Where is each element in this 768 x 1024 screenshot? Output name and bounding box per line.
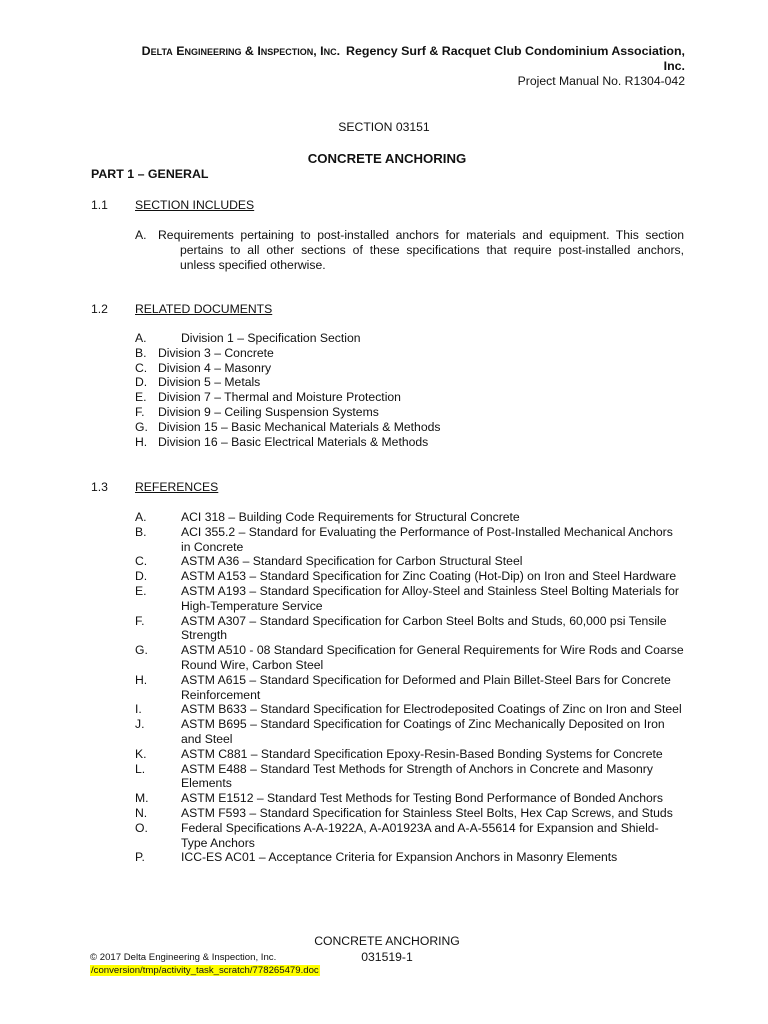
list-item: N. ASTM F593 – Standard Specification for Stainless Steel Bolts, Hex Cap Screws, and Studs bbox=[135, 805, 673, 820]
file-path-highlight: /conversion/tmp/activity_task_scratch/778265479.doc bbox=[91, 965, 319, 976]
section-title: CONCRETE ANCHORING bbox=[307, 151, 467, 166]
article-title: SECTION INCLUDES bbox=[135, 198, 255, 212]
list-item: L. ASTM E488 – Standard Test Methods for Strength of Anchors in Concrete and Masonry Elements bbox=[135, 761, 653, 791]
section-number: SECTION 03151 bbox=[338, 120, 430, 134]
list-item: H. ASTM A615 – Standard Specification for Deformed and Plain Billet-Steel Bars for Concrete Reinforcement bbox=[135, 672, 671, 702]
references-list bbox=[135, 510, 685, 865]
list-item: K. ASTM C881 – Standard Specification Epoxy-Resin-Based Bonding Systems for Concrete bbox=[135, 746, 663, 761]
list-item: F. ASTM A307 – Standard Specification for Carbon Steel Bolts and Studs, 60,000 psi Tensile Strength bbox=[135, 613, 667, 643]
list-item: A. ACI 318 – Building Code Requirements for Structural Concrete bbox=[135, 510, 520, 524]
list-item: G. ASTM A510 - 08 Standard Specification for General Requirements for Wire Rods and Coarse Round Wire, Carbon Steel bbox=[135, 643, 684, 672]
list-item: P. ICC-ES AC01 – Acceptance Criteria for Expansion Anchors in Masonry Elements bbox=[135, 850, 618, 865]
list-item: C. Division 4 – Masonry bbox=[135, 360, 272, 375]
footer-page-number: 031519-1 bbox=[361, 950, 413, 964]
list-item: E. Division 7 – Thermal and Moisture Protection bbox=[135, 390, 401, 405]
list-item: B. ACI 355.2 – Standard for Evaluating the Performance of Post-Installed Mechanical Anchors in Concrete bbox=[135, 524, 673, 554]
list-item: D. ASTM A153 – Standard Specification for Zinc Coating (Hot-Dip) on Iron and Steel Hardware bbox=[135, 569, 677, 584]
article-title: RELATED DOCUMENTS bbox=[135, 302, 273, 316]
article-number: 1.2 bbox=[91, 302, 108, 316]
company-name: Delta Engineering & Inspection, Inc. bbox=[141, 44, 341, 58]
list-item: C. ASTM A36 – Standard Specification for Carbon Structural Steel bbox=[135, 554, 523, 569]
list-item: O. Federal Specifications A-A-1922A, A-A01923A and A-A-55614 for Expansion and Shield-Type Anchors bbox=[135, 820, 659, 850]
part-heading: PART 1 – GENERAL bbox=[91, 167, 209, 181]
list-item: B. Division 3 – Concrete bbox=[135, 345, 274, 360]
list-item: J. ASTM B695 – Standard Specification for Coatings of Zinc Mechanically Deposited on Iron and Steel bbox=[135, 717, 665, 746]
list-item: A. Division 1 – Specification Section bbox=[135, 331, 361, 345]
related-documents-list bbox=[135, 331, 695, 449]
list-item: M. ASTM E1512 – Standard Test Methods for Testing Bond Performance of Bonded Anchors bbox=[135, 791, 663, 806]
list-item: G. Division 15 – Basic Mechanical Materials & Methods bbox=[135, 419, 441, 434]
project-manual-number: Project Manual No. R1304-042 bbox=[517, 74, 685, 88]
page-header bbox=[90, 44, 685, 89]
footer-section-title: CONCRETE ANCHORING bbox=[314, 934, 460, 948]
article-number: 1.1 bbox=[91, 198, 108, 212]
section-includes-paragraph bbox=[135, 228, 684, 273]
list-item: F. Division 9 – Ceiling Suspension Systems bbox=[135, 404, 379, 419]
list-item: H. Division 16 – Basic Electrical Materials & Methods bbox=[135, 434, 429, 449]
article-title: REFERENCES bbox=[135, 480, 219, 494]
list-item: D. Division 5 – Metals bbox=[135, 375, 261, 390]
client-name: Regency Surf & Racquet Club Condominium Association, bbox=[346, 44, 685, 58]
paragraph-text: Requirements pertaining to post-installed anchors for materials and equipment. This section pertains to all other sections of these specifications that require post-installed anchors, unless specified otherwise. bbox=[158, 228, 684, 272]
list-item: E. ASTM A193 – Standard Specification for Alloy-Steel and Stainless Steel Bolting Materials for High-Temperature Service bbox=[135, 583, 679, 613]
article-number: 1.3 bbox=[91, 480, 108, 494]
copyright-notice: © 2017 Delta Engineering & Inspection, Inc. bbox=[90, 952, 277, 963]
list-item: I. ASTM B633 – Standard Specification for Electrodeposited Coatings of Zinc on Iron and Steel bbox=[135, 702, 682, 717]
paragraph-letter: A. bbox=[135, 228, 147, 242]
client-name-continued: Inc. bbox=[663, 59, 685, 73]
